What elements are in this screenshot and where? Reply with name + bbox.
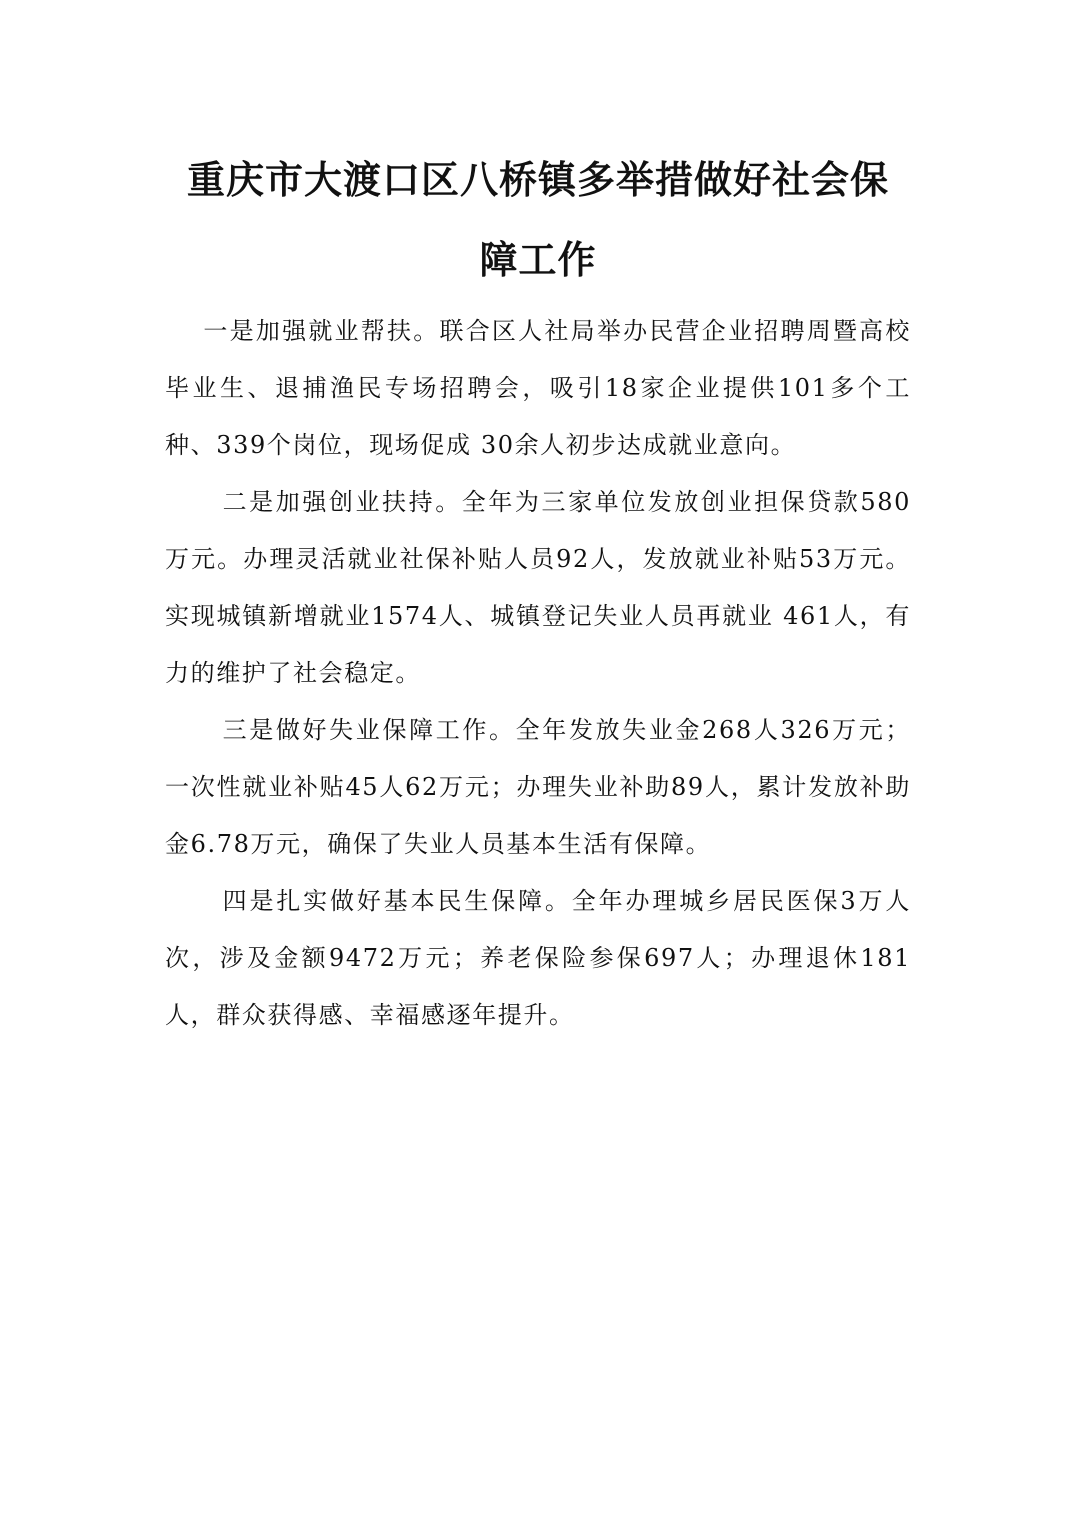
paragraph-entrepreneurship-support: 二是加强创业扶持。全年为三家单位发放创业担保贷款580万元。办理灵活就业社保补贴人员92人，发放就业补贴53万元。实现城镇新增就业1574人、城镇登记失业人员再就业 461人，有力的维护了社会稳定。 [165,488,911,687]
title-line-2: 障工作 [479,238,597,282]
paragraph-employment-assistance: 一是加强就业帮扶。联合区人社局举办民营企业招聘周暨高校毕业生、退捕渔民专场招聘会，吸引18家企业提供101多个工种、339个岗位，现场促成 30余人初步达成就业意向。 [165,317,911,459]
document-title [160,140,916,300]
paragraph-unemployment-security: 三是做好失业保障工作。全年发放失业金268人326万元；一次性就业补贴45人62万元；办理失业补助89人，累计发放补助金6.78万元，确保了失业人员基本生活有保障。 [165,716,911,858]
document-body [165,303,911,1044]
title-line-1: 重庆市大渡口区八桥镇多举措做好社会保 [186,158,889,202]
paragraph-livelihood-security: 四是扎实做好基本民生保障。全年办理城乡居民医保3万人次，涉及金额9472万元；养老保险参保697人；办理退休181人，群众获得感、幸福感逐年提升。 [165,887,911,1029]
